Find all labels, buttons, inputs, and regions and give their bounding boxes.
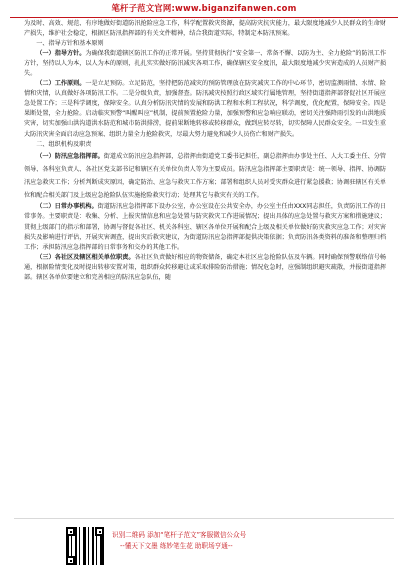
footer-divider — [14, 518, 394, 519]
subsection-heading: （一）指导方针。 — [36, 50, 86, 58]
promo-line-1: 识别二维码 添加“笔杆子范文”客服微信公众号 — [112, 531, 247, 539]
command-center-paragraph — [24, 150, 386, 203]
paragraph-text: 为确保我街道辖区防汛工作的正常开展。坚持贯彻执行“安全第一、常备不懈、以防为主、全力抢险”的防汛工作方针，坚持以人为本，以人为本的原则，扎扎实实做好防汛减灾各项工作，确保辖区安全度汛，最大限度地减少灾害造成的人员财产损失。 — [24, 50, 387, 78]
section-heading-text: 一、指导方针和基本原则 — [36, 40, 104, 48]
section-heading-2 — [24, 140, 386, 150]
site-header — [0, 0, 408, 16]
section-heading-1 — [24, 39, 386, 49]
daily-office-paragraph — [24, 202, 386, 252]
qr-finder-icon — [95, 527, 104, 536]
subsection-heading: （一）防汛应急指挥部。 — [36, 152, 104, 160]
paragraph-text: 为及时、高效、规范、有序地做好街道防汛抢险应急工作，科学配置救灾资源，提高防灾抗灾能力，最大限度地减少人民群众的生命财产损失，维护社会稳定，根据区防汛指挥部的有关文件精神，结合我街道实际，特制定本防汛预案。 — [24, 20, 386, 38]
promo-line-2: --懂天下文墨 练妙笔生花 助职场亨通-- — [120, 542, 233, 550]
paragraph-text: 街道防汛应急指挥部下设办公室，办公室设在公共安全办，办公室主任由XXX同志担任，负责防汛工作的日常事务。主要职责是：收集、分析、上报灾情信息和应急处置与防灾救灾工作进展情况；提出具体的应急处置与救灾方案和措施建议；贯彻上级部门的指示和部署，协调与督促各社区、机关各科室、辖区各单位开展和配合上级及相关单位做好防灾救灾应急工作；对灾害损失及影响进行评估，开展灾害调查，提出灾后救灾建议，为街道防汛应急指挥部提供决策依据；负责防汛各类资料的准备和整理归档工作；承担防汛应急指挥部的日常事务和交办的其他工作。 — [24, 203, 386, 251]
community-duties-paragraph — [24, 253, 386, 283]
footer-promo — [112, 530, 352, 552]
paragraph-text: 各社区负责做好相应的物资储备，确定本社区应急抢险队伍及车辆。同时确保预警联络信号畅通，根据险情变化及时提出转移安置对策，组织群众转移避让或采取排险防治措施；情况危急时，应强制组织避灾疏散，并报街道指挥部。辖区各单位要建立和完善相应的防汛应急队伍，随 — [24, 253, 386, 281]
guiding-policy-paragraph — [24, 49, 386, 79]
qr-code-icon[interactable] — [66, 527, 104, 565]
subsection-heading: （二）日常办事机构。 — [36, 203, 98, 211]
header-divider — [10, 17, 398, 18]
subsection-heading: （三）各社区及辖区相关单位职责。 — [36, 253, 135, 261]
intro-paragraph — [24, 19, 386, 39]
qr-finder-icon — [66, 556, 75, 565]
working-principles-paragraph — [24, 79, 386, 139]
document-body — [24, 19, 386, 283]
section-heading-text: 二、组织机构及职责 — [36, 140, 92, 148]
paragraph-text: 一是立足预防。立足防范，坚持把防范减灾的预防管理放在防灾减灾工作的中心环节，密切监测雨情、水情、险情和灾情，认真做好各项防汛工作。二是分级负责，加强督查。防汛减灾按照行政区域实行属地管理，坚持街道指挥部督促社区开展应急处置工作；三是科学调度，保障安全。认真分析防汛灾情的发展和防洪工程和水利工程状况，科学调度，优化配置，保障安全。四是果断处置，全力抢险。启动临灾预警“叫醒叫应”机制，提前预置抢险力量，加强预警和应急响应联动，密切关注强降雨引发的山洪地质灾害，切实加强山洪沟道洪水防范和城市防洪排涝，提前果断地转移或转移群众，做到应转尽转，切实保障人民群众安全。一旦发生重大防汛灾害全面启动应急预案、组织力量全力抢险救灾，尽最大努力避免和减少人员伤亡和财产损失。 — [24, 80, 386, 138]
paragraph-text: 街道成立防汛应急指挥部，总指挥由街道党工委书记担任，副总指挥由办事处主任、人大工委主任、分管领导、各科室负责人、各社区党支部书记和辖区有关单位负责人等为主要成员。防汛应急指挥部主要职责是：统一领导、指挥、协调防汛应急救灾工作；分析判断成灾原因，确定防治、应急与救灾工作方案；部署和组织人员对受灾群众进行紧急援救；协调驻辖区有关单位和配合相关部门及上级应急抢险队伍实施抢险救灾行动；处理其它与救灾有关的工作。 — [24, 152, 387, 200]
site-title: 笔杆子范文官网:www.biganzifanwen.com — [111, 3, 297, 13]
subsection-heading: （二）工作原则。 — [36, 80, 86, 88]
qr-finder-icon — [66, 527, 75, 536]
